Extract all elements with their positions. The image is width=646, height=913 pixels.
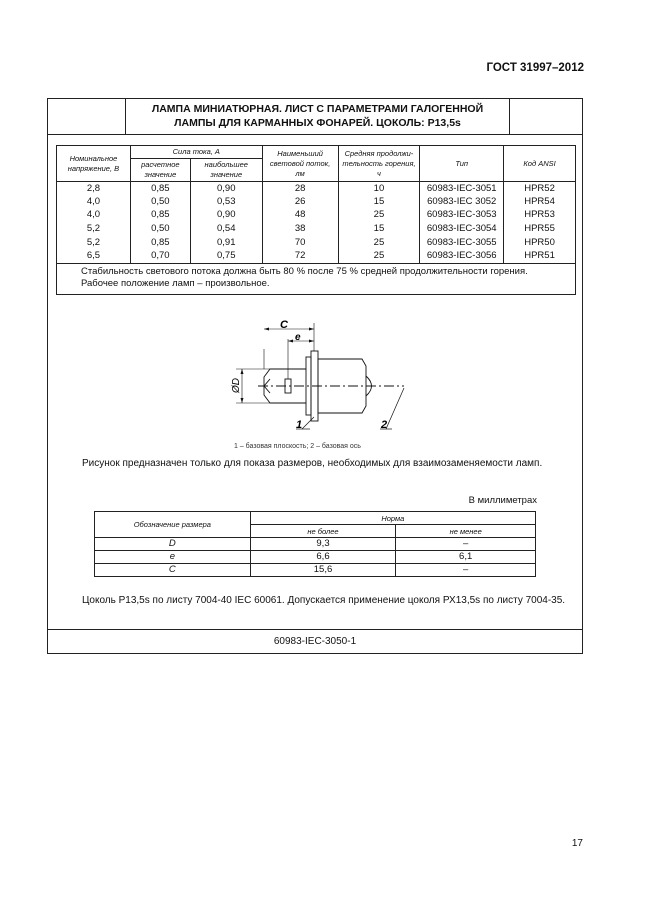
cell-current-calc: 0,85 [130, 236, 190, 250]
label-e: e [295, 332, 301, 343]
label-2: 2 [381, 419, 388, 431]
table-row [95, 564, 536, 577]
dim-symbol: C [95, 564, 251, 577]
cell-voltage: 5,2 [57, 222, 131, 236]
cell-life: 25 [338, 249, 420, 263]
cell-ansi: HPR52 [504, 182, 576, 196]
title-row [48, 99, 582, 135]
dim-symbol: D [95, 538, 251, 551]
cell-voltage: 4,0 [57, 209, 131, 223]
cell-flux: 70 [262, 236, 338, 250]
table-row [57, 182, 576, 196]
header-current-max: наибольшее значение [190, 159, 262, 182]
note-line-1: Стабильность светового потока должна быть 80 % после 75 % средней продолжительности горения. [81, 265, 528, 277]
cell-flux: 72 [262, 249, 338, 263]
base-note-paragraph: Цоколь Р13,5s по листу 7004-40 IEC 60061. Допускается применение цоколя РХ13,5s по листу 7004-35. [82, 595, 566, 606]
note-line-2: Рабочее положение ламп – произвольное. [81, 278, 270, 290]
cell-current-calc: 0,85 [130, 182, 190, 196]
cell-flux: 28 [262, 182, 338, 196]
dims-header-max: не более [250, 525, 396, 538]
table-row [57, 249, 576, 263]
cell-voltage: 4,0 [57, 195, 131, 209]
table-row [57, 209, 576, 223]
label-d: ØD [231, 378, 242, 393]
table-note-row [57, 263, 576, 294]
cell-current-max: 0,90 [190, 182, 262, 196]
dims-header-norm: Норма [250, 512, 535, 525]
cell-voltage: 2,8 [57, 182, 131, 196]
cell-ansi: HPR51 [504, 249, 576, 263]
figure-note-paragraph: Рисунок предназначен только для показа размеров, необходимых для взаимозаменяемости ламп. [82, 458, 543, 469]
cell-voltage: 5,2 [57, 236, 131, 250]
cell-current-max: 0,91 [190, 236, 262, 250]
header-current-group: Сила тока, А [130, 146, 262, 159]
arrow-d-bottom [241, 398, 244, 403]
arrow-d-top [241, 369, 244, 374]
title-line-2: ЛАМПЫ ДЛЯ КАРМАННЫХ ФОНАРЕЙ. ЦОКОЛЬ: Р13,5s [174, 117, 461, 129]
table-row [95, 538, 536, 551]
table-row [95, 551, 536, 564]
dim-min: – [396, 564, 536, 577]
sheet-title [126, 102, 509, 130]
header-voltage: Номинальное напряжение, В [57, 146, 131, 182]
cell-ansi: HPR55 [504, 222, 576, 236]
dims-header-min: не менее [396, 525, 536, 538]
title-left-cell [48, 99, 126, 135]
table-row [57, 222, 576, 236]
cell-current-max: 0,75 [190, 249, 262, 263]
dims-header-name: Обозначение размера [95, 512, 251, 538]
cell-flux: 48 [262, 209, 338, 223]
parameters-table [56, 145, 576, 295]
header-life: Средняя продолжи-тельность горения, ч [338, 146, 420, 182]
cell-current-max: 0,90 [190, 209, 262, 223]
cell-type: 60983-IEC-3056 [420, 249, 504, 263]
cell-life: 25 [338, 209, 420, 223]
dim-symbol: e [95, 551, 251, 564]
dim-max: 9,3 [250, 538, 396, 551]
title-line-1: ЛАМПА МИНИАТЮРНАЯ. ЛИСТ С ПАРАМЕТРАМИ ГАЛОГЕННОЙ [151, 103, 484, 115]
standard-code: ГОСТ 31997–2012 [486, 62, 584, 74]
cell-type: 60983-IEC-3055 [420, 236, 504, 250]
table-row [57, 195, 576, 209]
header-flux: Наименьший световой поток, лм [262, 146, 338, 182]
units-label: В миллиметрах [468, 495, 537, 506]
arrow-e-right [309, 340, 314, 343]
cell-type: 60983-IEC-3054 [420, 222, 504, 236]
table-note [57, 263, 576, 294]
header-current-calc: расчетное значение [130, 159, 190, 182]
cell-ansi: HPR53 [504, 209, 576, 223]
sheet-code: 60983-IEC-3050-1 [273, 636, 357, 647]
leader-1 [302, 417, 314, 429]
cell-life: 10 [338, 182, 420, 196]
cell-current-max: 0,53 [190, 195, 262, 209]
cell-type: 60983-IEC 3052 [420, 195, 504, 209]
bottom-divider [48, 629, 582, 630]
cell-type: 60983-IEC-3051 [420, 182, 504, 196]
cell-life: 15 [338, 222, 420, 236]
cell-life: 25 [338, 236, 420, 250]
cell-ansi: HPR54 [504, 195, 576, 209]
header-ansi: Код ANSI [504, 146, 576, 182]
dim-max: 15,6 [250, 564, 396, 577]
cell-ansi: HPR50 [504, 236, 576, 250]
arrow-c-right [309, 328, 314, 331]
cell-life: 15 [338, 195, 420, 209]
arrow-e-left [288, 340, 293, 343]
label-1: 1 [296, 419, 303, 431]
cell-flux: 26 [262, 195, 338, 209]
header-type: Тип [420, 146, 504, 182]
cell-current-max: 0,54 [190, 222, 262, 236]
cell-voltage: 6,5 [57, 249, 131, 263]
dim-min: 6,1 [396, 551, 536, 564]
cell-current-calc: 0,50 [130, 222, 190, 236]
data-sheet-frame [47, 98, 583, 654]
drawing-caption: 1 – базовая плоскость; 2 – базовая ось [234, 443, 361, 450]
label-c: C [280, 319, 288, 331]
cell-current-calc: 0,70 [130, 249, 190, 263]
arrow-c-left [264, 328, 269, 331]
cell-type: 60983-IEC-3053 [420, 209, 504, 223]
title-right-cell [509, 99, 582, 135]
leader-2 [386, 388, 404, 429]
cell-flux: 38 [262, 222, 338, 236]
cell-current-calc: 0,85 [130, 209, 190, 223]
dimensions-table [94, 511, 536, 577]
dim-min: – [396, 538, 536, 551]
cell-current-calc: 0,50 [130, 195, 190, 209]
page-number: 17 [571, 838, 583, 849]
lamp-drawing [231, 319, 434, 451]
dim-max: 6,6 [250, 551, 396, 564]
table-row [57, 236, 576, 250]
